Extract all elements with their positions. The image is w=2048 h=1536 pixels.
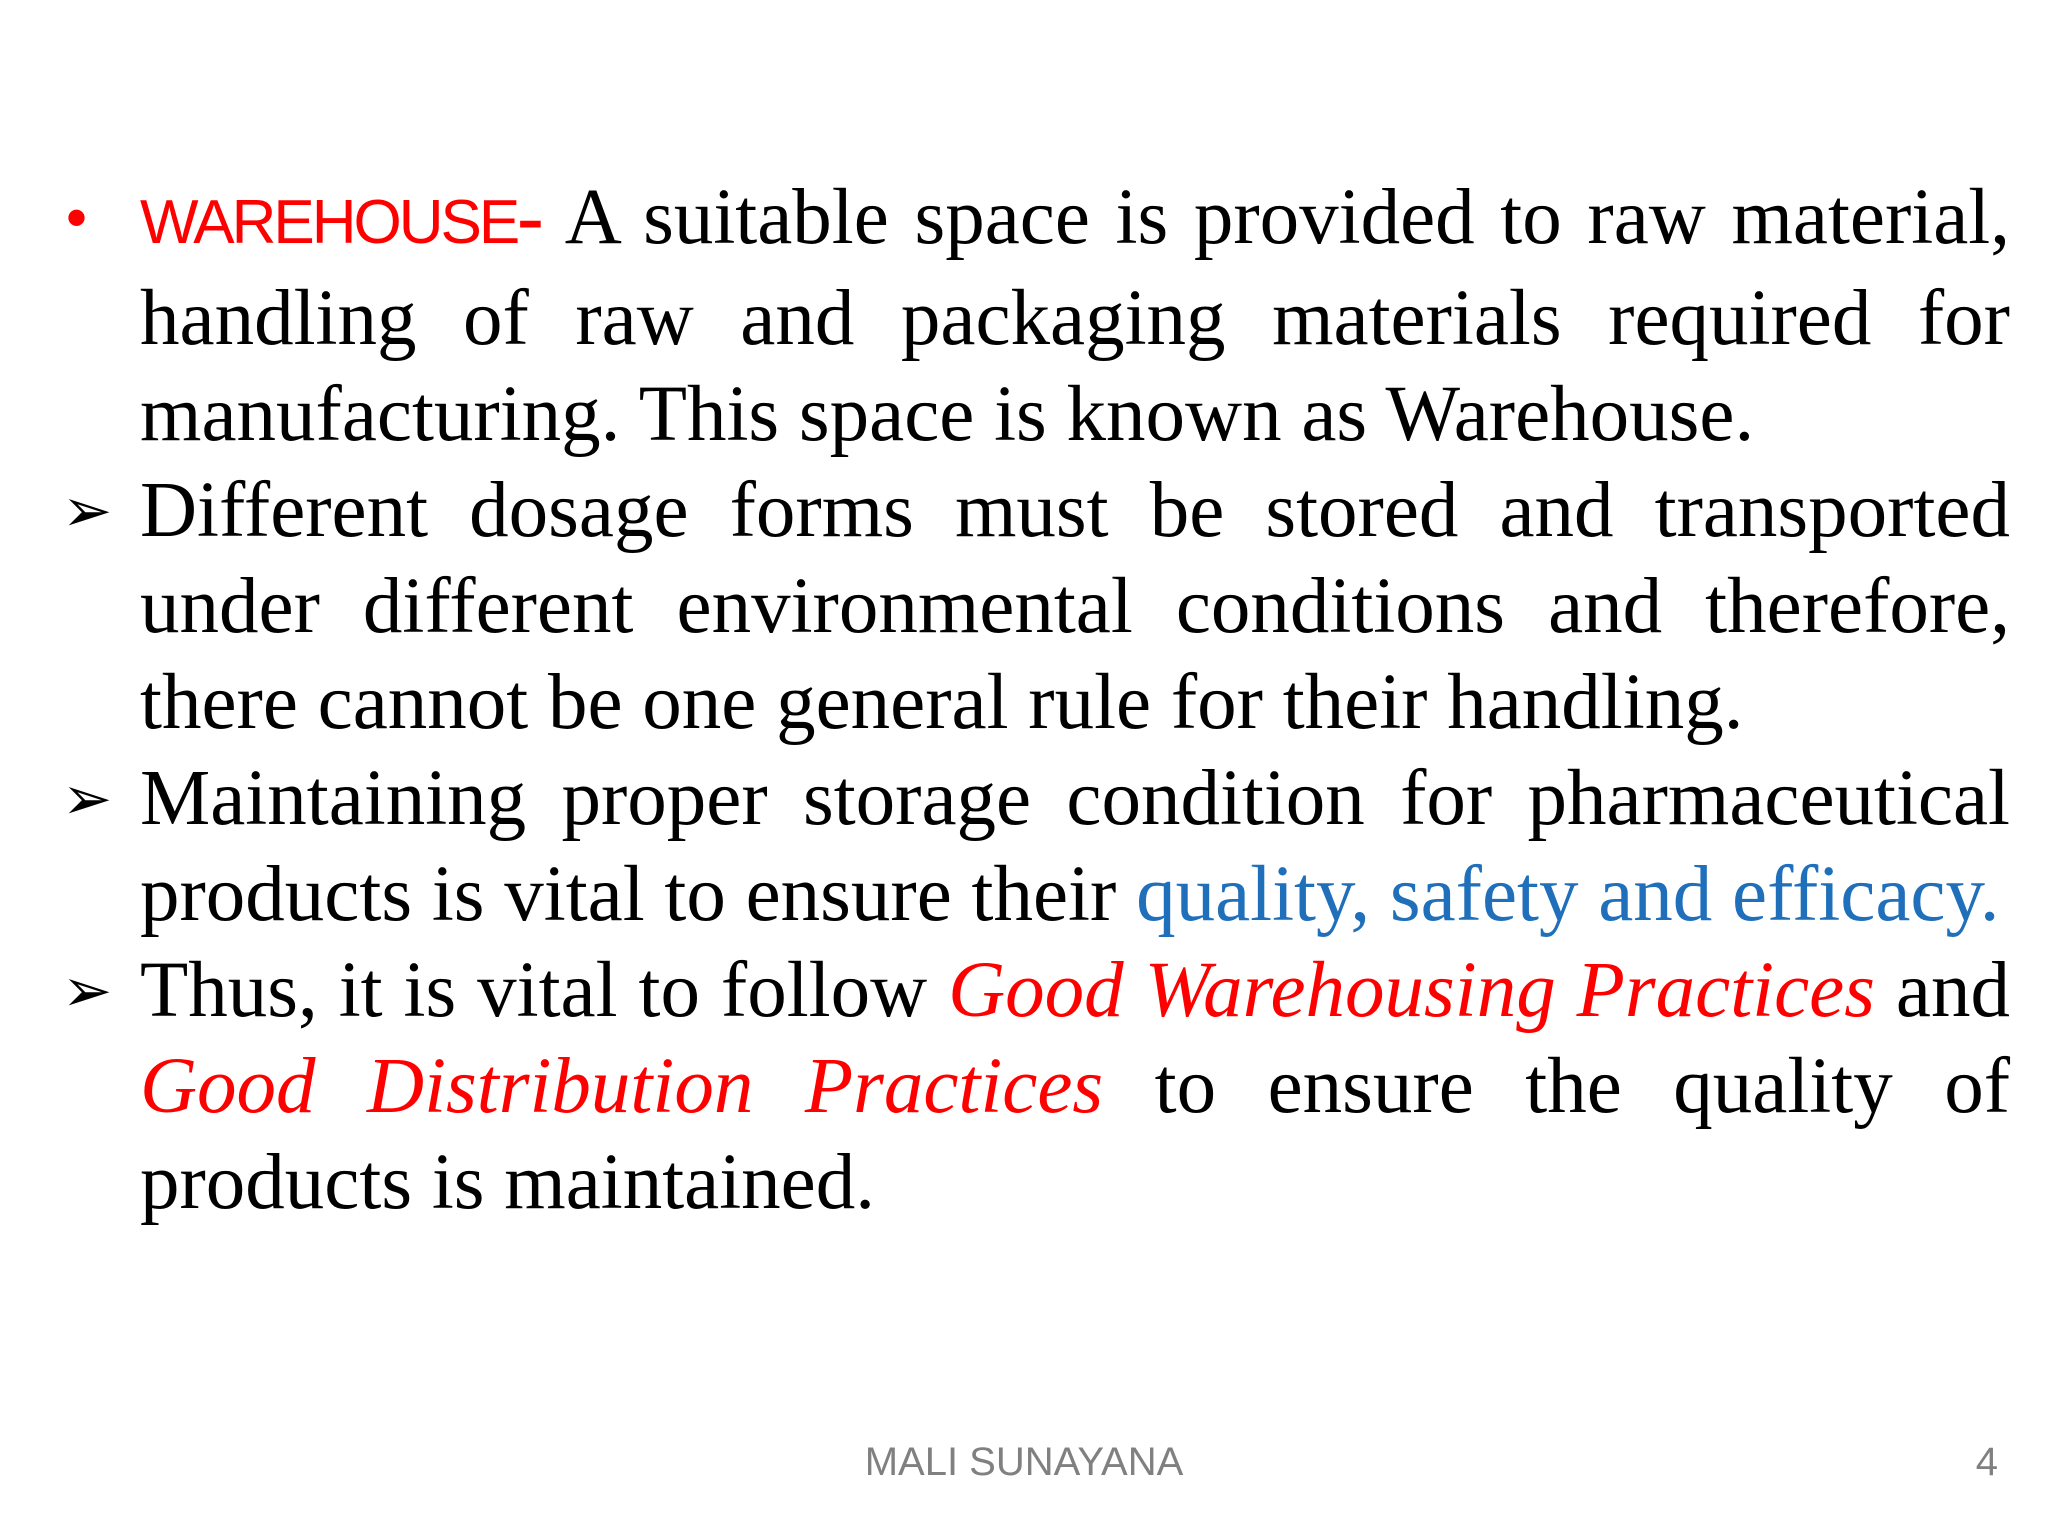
practices-text-c: to ensure the quality of products is maintained.	[140, 1043, 2011, 1226]
storage-condition-text: Maintaining proper storage condition for pharmaceutical products is vital to ensure their	[140, 755, 2010, 938]
slide-content	[60, 170, 2010, 1231]
bullet-item-dosage-forms	[60, 463, 2010, 751]
good-warehousing-practices-highlight: Good Warehousing Practices	[948, 947, 1875, 1034]
bullet-item-good-practices	[60, 943, 2010, 1231]
arrow-bullet-icon: ➢	[62, 764, 113, 834]
arrow-bullet-icon: ➢	[62, 956, 113, 1026]
warehouse-definition: A suitable space is provided to raw material, handling of raw and packaging materials required for manufacturing. This space is known as Warehouse.	[140, 174, 2010, 458]
slide-page-number: 4	[1975, 1440, 1998, 1484]
practices-text-a: Thus, it is vital to follow	[140, 947, 949, 1034]
bullet-item-storage-condition	[60, 751, 2010, 943]
term-dash: -	[517, 174, 544, 261]
quality-safety-efficacy-highlight: quality, safety and efficacy.	[1136, 851, 2000, 938]
good-distribution-practices-highlight: Good Distribution Practices	[140, 1043, 1104, 1130]
practices-text-b: and	[1874, 947, 2010, 1034]
footer-author: MALI SUNAYANA	[864, 1440, 1184, 1484]
warehouse-term: WAREHOUSE	[140, 188, 518, 257]
arrow-bullet-icon: ➢	[62, 476, 113, 546]
bullet-dot-icon: •	[66, 184, 88, 251]
dosage-forms-text: Different dosage forms must be stored and transported under different environmental conditions and therefore, there cannot be one general rule for their handling.	[140, 467, 2010, 746]
bullet-item-warehouse	[60, 170, 2010, 463]
